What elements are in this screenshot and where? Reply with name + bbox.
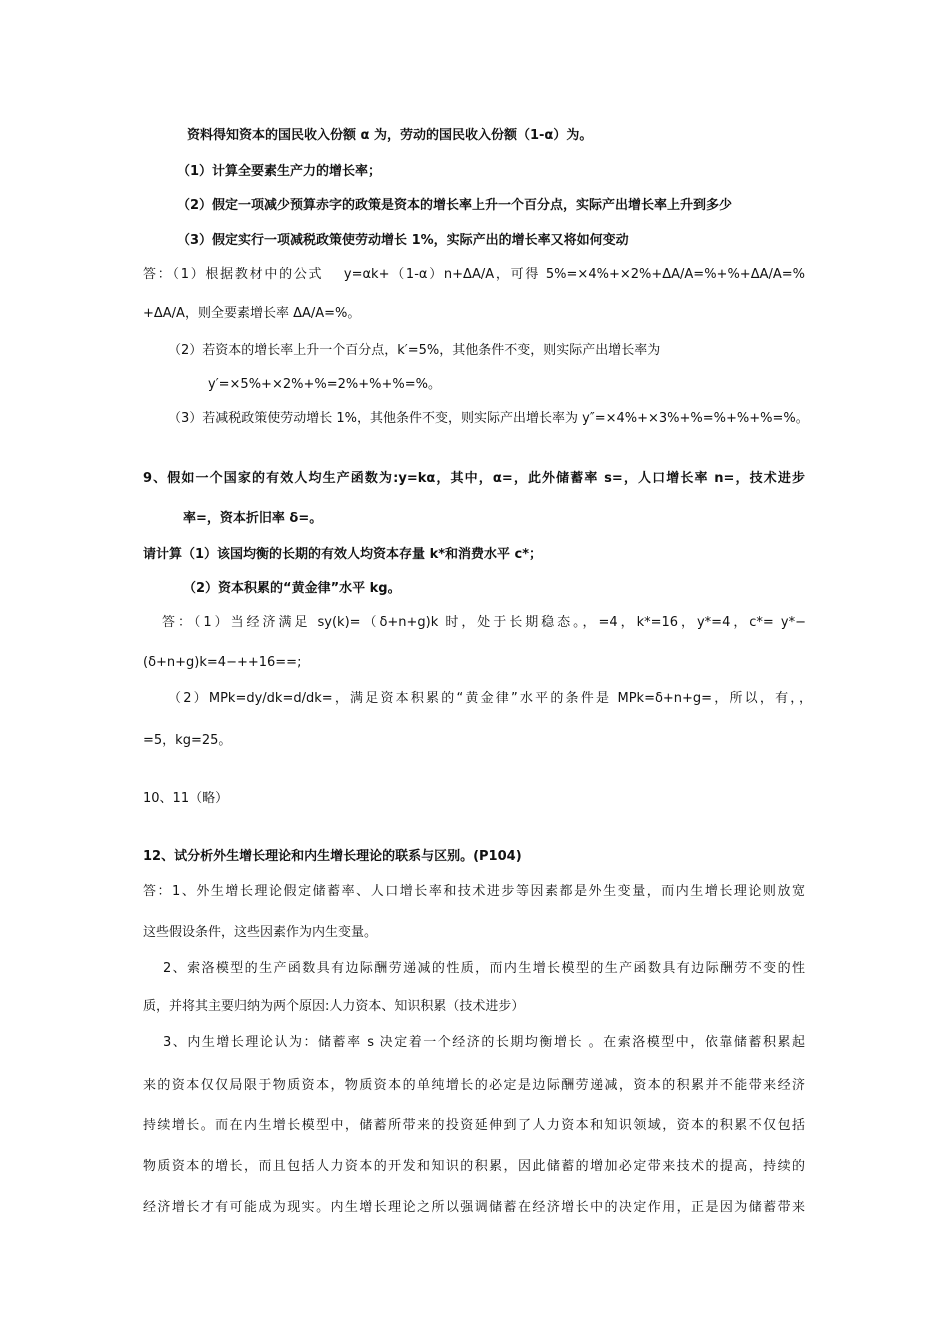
q8-intro: 资料得知资本的国民收入份额 α 为，劳动的国民收入份额（1-α）为。: [187, 128, 593, 143]
q8-sub2: （2）假定一项减少预算赤字的政策是资本的增长率上升一个百分点，实际产出增长率上升到多少: [177, 198, 733, 213]
q9-question-line1: 9、假如一个国家的有效人均生产函数为:y=kα，其中，α=，此外储蓄率 s=，人口增长率 n=，技术进步: [143, 471, 805, 486]
q12-point3-line3: 持续增长。而在内生增长模型中，储蓄所带来的投资延伸到了人力资本和知识领域，资本的积累不仅包括: [143, 1118, 805, 1133]
q12-point2-line2: 质，并将其主要归纳为两个原因:人力资本、知识积累（技术进步）: [143, 999, 525, 1014]
q8-sub3: （3）假定实行一项减税政策使劳动增长 1%，实际产出的增长率又将如何变动: [177, 233, 629, 248]
q12-point3-line2: 来的资本仅仅局限于物质资本，物质资本的单纯增长的必定是边际酬劳递减，资本的积累并不能带来经济: [143, 1078, 805, 1093]
q12-point1-line2: 这些假设条件，这些因素作为内生变量。: [143, 925, 378, 940]
q9-answer1-line1: 答：（1）当经济满足 sy(k)=（δ+n+g)k 时，处于长期稳态。，=4，k*=16，y*=4，c*= y*−: [162, 615, 806, 630]
q8-answer2-line2: y′=×5%+×2%+%=2%+%+%=%。: [208, 377, 441, 392]
q10-11-omitted: 10、11（略）: [143, 791, 229, 806]
q12-point2-line1: 2、索洛模型的生产函数具有边际酬劳递减的性质，而内生增长模型的生产函数具有边际酬劳不变的性: [163, 961, 805, 976]
q12-title: 12、试分析外生增长理论和内生增长理论的联系与区别。(P104): [143, 849, 522, 864]
q12-point1-line1: 答：1、外生增长理论假定储蓄率、人口增长率和技术进步等因素都是外生变量，而内生增长理论则放宽: [143, 884, 805, 899]
q9-answer1-line2: (δ+n+g)k=4−++16==;: [143, 655, 302, 670]
q8-answer1-line1: 答：（1）根据教材中的公式 y=αk+（1-α）n+ΔA/A，可得 5%=×4%+×2%+ΔA/A=%+%+ΔA/A=%: [143, 267, 805, 282]
q12-point3-line5: 经济增长才有可能成为现实。内生增长理论之所以强调储蓄在经济增长中的决定作用，正是因为储蓄带来: [143, 1200, 805, 1215]
q9-answer2-line1: （2）MPk=dy/dk=d/dk=，满足资本积累的“黄金律”水平的条件是 MPk=δ+n+g=，所以，有，，: [168, 691, 812, 706]
q9-question-line2: 率=，资本折旧率 δ=。: [183, 511, 323, 526]
q9-request1: 请计算（1）该国均衡的长期的有效人均资本存量 k*和消费水平 c*；: [143, 547, 543, 562]
q8-answer1-line2: +ΔA/A，则全要素增长率 ΔA/A=%。: [143, 306, 361, 321]
q8-answer2-line1: （2）若资本的增长率上升一个百分点，k′=5%，其他条件不变，则实际产出增长率为: [168, 343, 661, 358]
q8-answer3: （3）若减税政策使劳动增长 1%，其他条件不变，则实际产出增长率为 y″=×4%+×3%+%=%+%+%=%。: [168, 411, 809, 426]
q12-point3-line1: 3、内生增长理论认为：储蓄率 s 决定着一个经济的长期均衡增长 。在索洛模型中，依靠储蓄积累起: [163, 1035, 805, 1050]
q8-sub1: （1）计算全要素生产力的增长率；: [177, 164, 382, 179]
q12-point3-line4: 物质资本的增长，而且包括人力资本的开发和知识的积累，因此储蓄的增加必定带来技术的提高，持续的: [143, 1159, 805, 1174]
q9-answer2-line2: =5，kg=25。: [143, 733, 232, 748]
q9-request2: （2）资本积累的“黄金律”水平 kg。: [183, 581, 401, 596]
